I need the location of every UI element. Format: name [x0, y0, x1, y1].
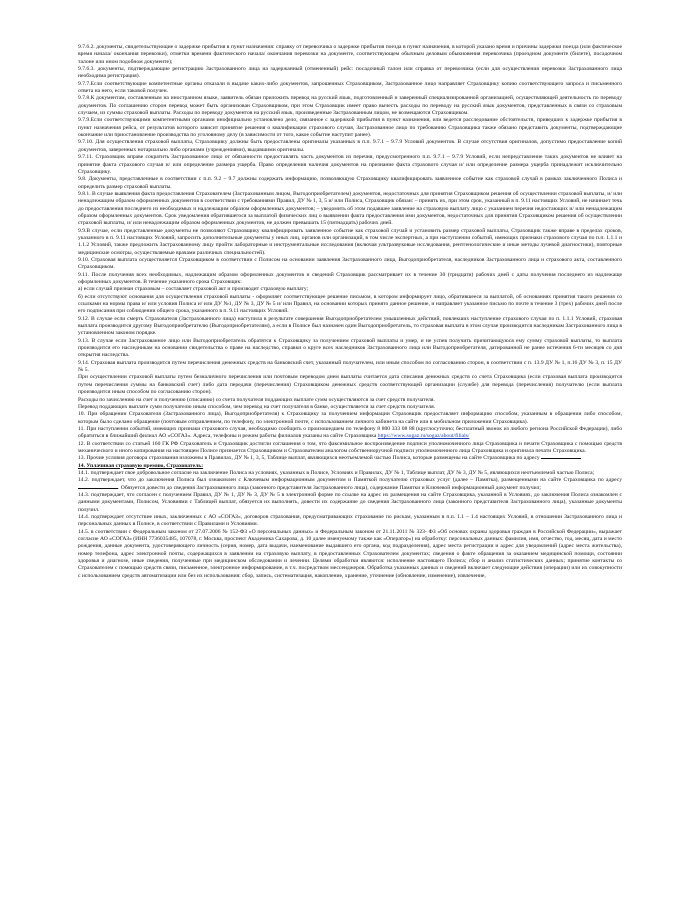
paragraph-14-1: 14.1. подтверждает свое добровольное согласие на заключение Полиса на условиях, указанных в Полисе, Условиях и Правилах, ДУ № 1, Таблице выплат, ДУ № 3, ДУ № 5, являющихся неотъемлемой частью Полиса; — [78, 469, 595, 476]
paragraph-9-13: 9.13. В случае если Застрахованное лицо или Выгодоприобретатель обратятся к Страховщику за получением страховой выплаты и умер, и не успев получить причитающуюся ему сумму страховой выплаты, то выплата производится его наследникам на основании свидетельства о праве на наследство, справки о круге всех наследников Застрахованного лица или Выгодоприобретателя, датированной не ранее истечения 6-ти месяцев со дня открытия наследства. — [78, 337, 622, 359]
paragraph-9-11-a: а) если случай признан страховым – составляет страховой акт и производит страховую выплату; — [78, 286, 309, 293]
paragraph-10: 10. При обращении Страхователя (Застрахованного лица), Выгодоприобретателя) к Страховщику за получением информации Страховщик предоставляет информацию способом, указанным в обращении либо способом, которым было сделано обращение (почтовым отправлением, по телефону, по электронной почте, с использованием личного кабинета на сайте или в мобильном приложении Страховщика). — [78, 411, 622, 425]
filials-link[interactable]: https://www.sogaz.ru/sogaz/about/filials/ — [377, 433, 470, 440]
paragraph-9-8: 9.8. Документы, представленные в соответствии с п.п. 9.2 – 9.7 должны содержать информацию, позволяющую Страховщику квалифицировать заявленное событие как страховой случай в рамках заключенного Полиса и определить размер страховой выплаты. — [78, 176, 622, 190]
paragraph-9-7-6-3: 9.7.6.3. документы, подтверждающие регистрацию Застрахованного лица на задержанный (отмененный) рейс: посадочный талон или справка от перевозчика (если для осуществления перевозки Застрахованного лица необходима регистрация). — [78, 66, 622, 80]
paragraph-9-11: 9.11. После получения всех необходимых, надлежащим образом оформленных документов и сведений Страховщик рассматривает их в течение 30 (тридцати) рабочих дней с даты получения последнего из надлежаще оформленных документов. В течение указанного срока Страховщик: — [78, 271, 622, 285]
paragraph-9-14: 9.14. Страховая выплата производится путем перечисления денежных средств на банковский счет, указанный получателем, или иным способом по согласованию сторон, в соответствии с п. 13.9 ДУ № 1, п.16 ДУ № 3, п. 15 ДУ № 5. — [78, 359, 622, 374]
paragraph-14-2 — [78, 477, 622, 492]
paragraph-14-3: 14.3. подтверждает, что согласен с получением Правил, ДУ № 1, ДУ № 3, ДУ № 5 в электронной форме по ссылке на адрес их размещения на сайте Страховщика, указанной в Условиях, до заключения Полиса ознакомлен с данными документами, Полисом, Условиями с Таблицей выплат, обязуется их выполнять, довести их содержание до сведения Застрахованного лица (законного представителя Застрахованного лица), указанные документы получил. — [78, 491, 622, 513]
paragraph-9-14-payment-date: При осуществлении страховой выплаты путем безналичного перечисления или почтовым переводом днем выплаты считается дата списания денежных средств со счета Страховщика (если страховая выплата производится путем перечисления суммы на банковский счет) либо дата передачи (перечисления) Страховщиком денежных средств соответствующей организации (службе) для перевода (перечисления) получателю (если выплата производится иным способом по согласованию сторон). — [78, 374, 622, 396]
paragraph-9-9: 9.9.В случае, если представленные документы не позволяют Страховщику квалифицировать заявленное событие как страховой случай и установить размер страховой выплаты, Страховщик также вправе в пределах сроков, указанного в п. 9.11 настоящих Условий, запросить дополнительные документы у иных лиц, органов или организаций, в том числе экспертных, а при наступлении событий, имеющих признаки страхового случая по п.п. 1.1.1 и 1.1.2 Условий, также предложить Застрахованному лицу пройти лабораторные и инструментальные исследования (включая ультразвуковые исследования, рентгенологические и иные методы лучевой диагностики), повторные медицинские осмотры, осуществляемые врачами различных специальностей). — [78, 227, 622, 256]
paragraph-9-7-6-2: 9.7.6.2. документы, свидетельствующие о задержке прибытия в пункт назначения: справку от перевозчика о задержке прибытия поезда в пункт назначения, в которой указано время и причины задержки поезда (или фактическое время начала/ окончания перевозки), отметки времени фактического начала/ окончания перевозки на документе, соответствующем обычным деловым обыкновения перевозчика (проездном документе (билете), посадочном талоне или ином подобном документе); — [78, 44, 622, 65]
paragraph-9-7-9: 9.7.9.Если соответствующими компетентными органами инофициально установлено дело, связанное с задержкой прибытия в пункт назначения, или ведется расследование обстоятельств, приведших к задержке прибытия в пункт назначения рейса, от результатов которого зависит принятие решения о квалификации страхового случая, Застрахованное лицо по требованию Страховщика также обязано представить документы, подтверждающие окончание или приостановление производства по уголовному делу (в зависимости от того, какое событие наступит ранее). — [78, 117, 622, 139]
paragraph-14-5: 14.5. в соответствии с Федеральным законом от 27.07.2006 № 152-ФЗ «О персональных данных» и Федеральным законом от 21.11.2011 № 323- ФЗ «Об основах охраны здоровья граждан в Российской Федерации», выражает согласие АО «СОГАЗ» (ИНН 7736035485, 107078, г. Москва, проспект Академика Сахарова, д. 10 далее именуемому также как «Оператор») на обработку: персональных данных: фамилия, имя, отчество, год, месяц, дата и место рождения, данные документа, удостоверяющего личность (серия, номер, дата выдачи, наименование выдавшего его органа, код подразделения), адрес места регистрации и адрес для уведомлений (адрес места жительства), номер телефона, адрес электронной почты, содержащихся в заявлении на страховую выплату, в предоставленных Страхователем документах; сведения о факте обращения за оказанием медицинской помощи, состоянии здоровья и диагнозе, иные сведения, полученные при медицинском обследовании и лечении. Целями обработки являются: исполнение настоящего Полиса; сбор и анализ статистических данных; принятие контакты со Страхователем с помощью средств связи, письменное, электронное информирование, в т.ч. посредством мессенджеров. Обработка указанных данных и сведений включает следующие действия (операции) или их совокупности с использованием средств автоматизации или без их использования: сбор, запись, систематизация, накопление, хранение, уточнение (обновление, изменение), извлечение, — [78, 528, 622, 579]
paragraph-14-2-text: 14.2. подтверждает, что до заключения Полиса был ознакомлен с Ключевым информационным документом и Памяткой получателю страховых услуг (далее – Памятка), размещенными на сайте Страховщика по адресу — [78, 477, 622, 484]
paragraph-9-11-b: б) если отсутствуют основания для осуществления страховой выплаты - оформляет соответствующее решение письмом, в котором информирует лицо, обратившееся за выплатой, об основаниях принятия такого решения со ссылками на нормы права и/ или условия Полиса и/ или ДУ №1, ДУ № 3, ДУ № 5 и/ или Правил, на основании которых принято данное решение, и направляет указанное письмо по почте в течение 3 (трех) рабочих дней после его подписания при соблюдении общего срока, указанного в п. 9.11 настоящих Условий. — [78, 293, 622, 315]
paragraph-14-heading: 14. Уплачивая страховую премию, Страхователь: — [78, 462, 204, 469]
paragraph-13-text: 13. Прочие условия договора страхования изложены в Правилах, ДУ № 1, 3, 5, Таблице выплат, являющихся неотъемлемой частью Полиса, которые размещены на сайте Страховщика по адресу — [78, 455, 542, 462]
paragraph-9-14-expenses: Расходы по зачислению на счет и получению (списанию) со счета получателя поддающих выплате сумм осуществляются за счет средств получателя. — [78, 396, 435, 403]
paragraph-11 — [78, 426, 622, 441]
paragraph-13 — [78, 455, 622, 462]
paragraph-9-7-11: 9.7.11. Страховщик вправе сократить Застрахованное лицо от обязанности предоставлять часть документов из перечня, предусмотренного п.п. 9.7.1 – 9.7.9 Условий, если непредставление таких документов не влияет на принятие факта страхового случая и/ или определение размера ущерба. Право определения наличия документов на признание факта страхового случая и/ или определение размера ущерба принадлежит исключительно Страховщику. — [78, 154, 622, 175]
memo-address-blank-line — [78, 488, 118, 489]
address-blank-line — [541, 458, 581, 459]
paragraph-14-2-tail: . Обязуется довести до сведения Застрахованного лица (законного представителя Застрахованного лица), содержание Памятки и Ключевой информационный документ получил; — [118, 484, 541, 491]
paragraph-12: 12. В соответствии со статьей 160 ГК РФ Страхователь и Страховщик достигли соглашения о том, что факсимильное воспроизведение подписи уполномоченного лица Страховщика и печати Страховщика с помощью средств механического и иного копирования на настоящем Полисе признается Страховщиком и Страхователем аналогом собственноручной подписи уполномоченного лица Страховщика и оригинала печати Страховщика. — [78, 440, 622, 454]
paragraph-9-7-7: 9.7.7.Если соответствующие компетентные органы отказали в выдаче каких-либо документов, запрошенных Страховщиком, Застрахованное лицо направляет Страховщику копию соответствующего запроса и письменного ответа на него, если таковой получен. — [78, 80, 622, 95]
paragraph-11-text: 11. При наступлении событий, имеющих признаки страхового случая, необходимо сообщить о произошедшем по телефону 8 800 333 08 88 (круглосуточно; бесплатный звонок из любого региона Российской Федерации), либо обратиться в ближайший филиал АО «СОГАЗ». Адреса, телефоны и режим работы филиалов указаны на сайте Страховщика — [78, 425, 622, 440]
paragraph-9-10: 9.10. Страховая выплата осуществляется Страховщиком в соответствии с Полисом на основании заявления Застрахованного лица, Выгодоприобретателя, наследников Застрахованного лица и страхового акта, составленного Страховщиком. — [78, 256, 622, 271]
paragraph-9-7-10: 9.7.10. Для осуществления страховой выплаты, Страховщику должны быть предоставлены оригиналы указанных в п.п. 9.7.1 – 9.7.9 Условий документов. В случае отсутствия оригиналов, допустимо предоставление копий документов, заверенных нотариально либо органами (учреждениями), выдавшими оригиналы. — [78, 139, 622, 153]
paragraph-9-8-1: 9.8.1. В случае выявления факта предоставления Страхователем (Застрахованным лицом, Выгодоприобретателем) документов, недостаточных для принятия Страховщиком решения об осуществлении страховой выплаты, и/ или ненадлежащим образом оформленных документов в соответствии с требованиями Правил, ДУ № 1, 3, 5 и/ или Полиса, Страховщик обязан: – принять их, при этом срок, указанный в п. 9.11 настоящих Условий, не начинает течь до предоставления последнего из необходимых и надлежащим образом оформленных документов; – уведомить об этом подавшее заявление на страховую выплату лицо с указанием перечня недостающих и/ или ненадлежащим образом оформленных документов. Срок уведомления обратившегося за выплатой физических лиц о выявлении факта предоставления ими документов, недостаточных для принятия Страховщиком решения об осуществлении страховой выплаты, и/ или ненадлежащим образом оформленных документов, не должен превышать 15 (пятнадцать) рабочих дней. — [78, 190, 622, 227]
paragraph-9-14-transfer: Перевод поддающих выплате сумм получателю иным способом, чем перевод на счет получателя в банке, осуществляется за счет средств получателя. — [78, 403, 436, 410]
paragraph-9-12: 9.12. В случае если смерть Страхователя (Застрахованного лица) наступила в результате совершения Выгодоприобретателем умышленных действий, повлекших наступление страхового случая по п. 1.1.1 Условий, страховая выплата производится другому Выгодоприобретателю (Выгодоприобретателям), а если в Полисе был назначен один Выгодоприобретатель, то страховая выплата в этом случае производится наследникам Застрахованного лица в установленном законом порядке. — [78, 315, 622, 337]
paragraph-14-4: 14.4. подтверждает отсутствие иных, заключенных с АО «СОГАЗ», договоров страхования, предусматривающих страхование по рискам, указанным в п.п. 1.1 – 1.4 настоящих Условий, в отношении Застрахованного лица и персональных данных в Полисе, в соответствии с Правилами и Условиями. — [78, 514, 622, 528]
paragraph-9-7-8: 9.7.8.К документам, составленным на иностранном языке, заявитель обязан приложить перевод на русский язык, подготовленный и заверенный специализированной организацией, осуществляющей деятельность по переводу документов. По соглашению сторон перевод может быть организован Страховщиком, при этом Страховщик имеет право вычесть расходы по переводу на русский язык документов, представленных в связи со страховым случаем, из суммы страховой выплаты. Расходы по переводу документов на русский язык, произведенные Застрахованным лицом, не возмещаются Страховщиком. — [78, 95, 622, 117]
document-body — [78, 44, 622, 580]
